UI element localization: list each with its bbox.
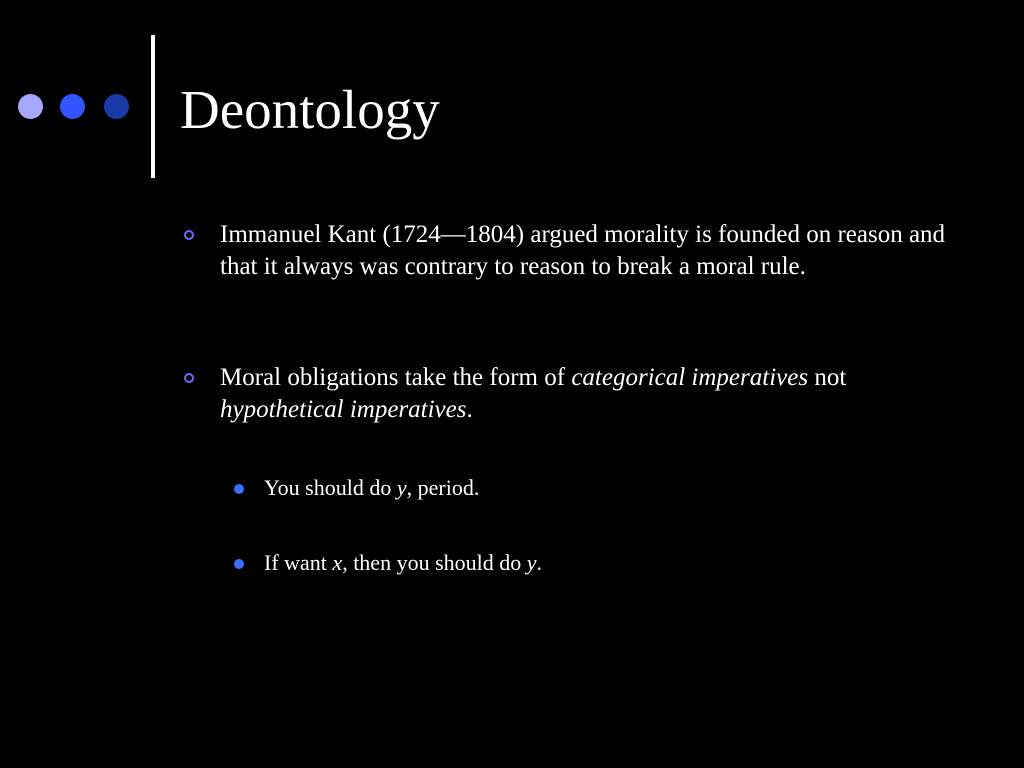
slide-title: Deontology: [180, 79, 440, 140]
decorative-dot-2: [60, 94, 85, 119]
bullet-emphasis: hypothetical imperatives: [220, 396, 467, 423]
dot-bullet-icon: [234, 484, 244, 494]
bullet-text: .: [466, 396, 473, 423]
ring-bullet-icon: [184, 373, 194, 383]
sub-bullet-emphasis: x: [332, 550, 343, 575]
bullet-text: Moral obligations take the form of: [220, 364, 572, 391]
sub-bullet-text: , then you should do: [342, 550, 527, 575]
sub-bullet-text: .: [536, 550, 543, 575]
bullet-item: Immanuel Kant (1724—1804) argued morality is founded on reason and that it always was contrary to reason to break a moral rule.: [220, 221, 946, 280]
sub-bullet-text: If want: [264, 550, 333, 575]
dot-bullet-icon: [234, 559, 244, 569]
sub-bullet-item: [264, 549, 542, 577]
sub-bullet-text: You should do: [264, 475, 397, 500]
sub-bullet-emphasis: y: [526, 550, 537, 575]
ring-bullet-icon: [184, 230, 194, 240]
sub-bullet-text: , period.: [406, 475, 480, 500]
sub-bullet-emphasis: y: [396, 475, 407, 500]
bullet-emphasis: categorical imperatives: [571, 364, 809, 391]
bullet-text: not: [808, 364, 847, 391]
decorative-dot-1: [18, 94, 43, 119]
bullet-item: [220, 362, 950, 426]
decorative-dot-3: [104, 94, 129, 119]
sub-bullet-item: [264, 474, 479, 502]
title-divider: [151, 35, 155, 178]
